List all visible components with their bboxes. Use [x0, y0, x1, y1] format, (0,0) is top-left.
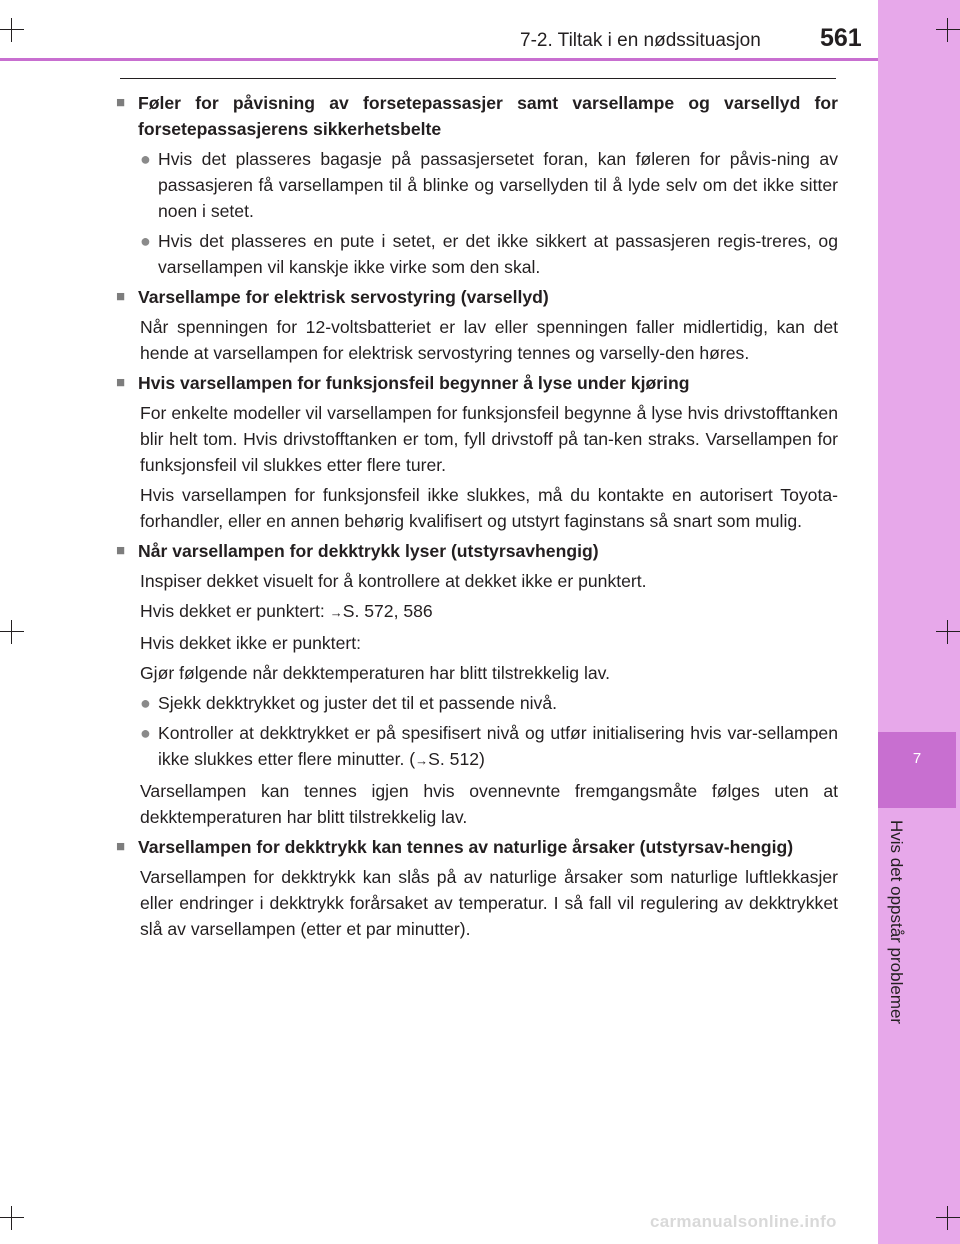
watermark: carmanualsonline.info — [650, 1212, 837, 1231]
section-heading: ■ Varsellampen for dekktrykk kan tennes av naturlige årsaker (utstyrsav-hengig) — [116, 834, 838, 860]
bullet-item: ● Kontroller at dekktrykket er på spesifisert nivå og utfør initialisering hvis var-sellampen ikke slukkes etter flere minutter. (→S. 512) — [140, 720, 838, 774]
section-heading: ■ Varsellampe for elektrisk servostyring (varsellyd) — [116, 284, 838, 310]
paragraph-with-ref: Hvis dekket er punktert: →S. 572, 586 — [140, 601, 433, 621]
page-reference-link[interactable]: S. 572, 586 — [342, 601, 433, 621]
paragraph: Hvis dekket ikke er punktert: — [140, 633, 361, 653]
round-bullet-icon: ● — [140, 723, 151, 743]
round-bullet-icon: ● — [140, 231, 151, 251]
paragraph: For enkelte modeller vil varsellampen for funksjonsfeil begynne å lyse hvis drivstofftanken blir helt tom. Hvis drivstofftanken er tom, fyll drivstoff på tan-ken straks. Varsellampen for funksjonsfeil vil slukkes etter flere turer. — [140, 403, 838, 475]
crop-mark — [0, 620, 24, 644]
bullet-item: ● Sjekk dekktrykket og juster det til et passende nivå. — [140, 690, 838, 716]
section-heading: ■ Når varsellampen for dekktrykk lyser (utstyrsavhengig) — [116, 538, 838, 564]
page-body — [116, 90, 838, 946]
chapter-title: Hvis det oppstår problemer — [887, 820, 906, 1025]
arrow-right-icon: → — [329, 605, 343, 620]
page-reference-link[interactable]: S. 512 — [428, 749, 480, 769]
paragraph: Hvis varsellampen for funksjonsfeil ikke slukkes, må du kontakte en autorisert Toyota-forhandler, eller en annen behørig kvalifisert og utstyrt faginstans så snart som mulig. — [140, 485, 838, 531]
paragraph: Når spenningen for 12-voltsbatteriet er lav eller spenningen faller midlertidig, kan det hende at varsellampen for elektrisk servostyring tennes og varselly-den høres. — [140, 317, 838, 363]
section-passenger-sensor — [116, 90, 838, 280]
square-bullet-icon: ■ — [116, 542, 126, 559]
header-section-title: 7-2. Tiltak i en nødssituasjon — [520, 30, 761, 51]
square-bullet-icon: ■ — [116, 374, 126, 391]
content-top-rule — [120, 78, 836, 79]
crop-mark — [936, 18, 960, 42]
paragraph: Varsellampen kan tennes igjen hvis ovennevnte fremgangsmåte følges uten at dekktemperaturen har blitt tilstrekkelig lav. — [140, 781, 838, 827]
bullet-item: ● Hvis det plasseres bagasje på passasjersetet foran, kan føleren for påvis-ning av passasjeren få varsellampen til å blinke og varsellyden til å lyde selv om det ikke sitter noen i setet. — [140, 146, 838, 224]
page-number: 561 — [820, 24, 862, 52]
section-heading: ■ Hvis varsellampen for funksjonsfeil begynner å lyse under kjøring — [116, 370, 838, 396]
round-bullet-icon: ● — [140, 693, 151, 713]
crop-mark — [0, 1206, 24, 1230]
section-heading: ■ Føler for påvisning av forsetepassasjer samt varsellampe og varsellyd for forsetepassasjerens sikkerhetsbelte — [116, 90, 838, 142]
square-bullet-icon: ■ — [116, 288, 126, 305]
round-bullet-icon: ● — [140, 149, 151, 169]
arrow-right-icon: → — [415, 753, 429, 768]
square-bullet-icon: ■ — [116, 94, 126, 111]
chapter-number-box — [878, 732, 956, 808]
section-natural-causes — [116, 834, 838, 942]
square-bullet-icon: ■ — [116, 838, 126, 855]
crop-mark — [936, 1206, 960, 1230]
section-power-steering — [116, 284, 838, 366]
header-rule — [0, 58, 878, 61]
paragraph: Inspiser dekket visuelt for å kontrollere at dekket ikke er punktert. — [140, 571, 647, 591]
crop-mark — [0, 18, 24, 42]
chapter-number: 7 — [912, 750, 922, 767]
bullet-item: ● Hvis det plasseres en pute i setet, er det ikke sikkert at passasjeren regis-treres, og varsellampen vil kanskje ikke virke som den skal. — [140, 228, 838, 280]
paragraph: Varsellampen for dekktrykk kan slås på av naturlige årsaker som naturlige luftlekkasjer eller endringer i dekktrykk forårsaket av temperatur. I så fall vil regulering av dekktrykket slå av varsellampen (etter et par minutter). — [140, 867, 838, 939]
section-tire-pressure — [116, 538, 838, 830]
paragraph: Gjør følgende når dekktemperaturen har blitt tilstrekkelig lav. — [140, 663, 611, 683]
crop-mark — [936, 620, 960, 644]
section-malfunction-lamp — [116, 370, 838, 534]
